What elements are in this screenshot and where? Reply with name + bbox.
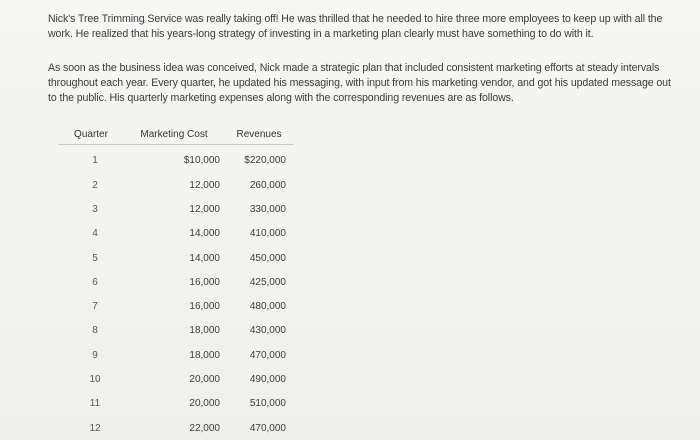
quarter-cell: 11 (89, 398, 101, 410)
marketing-cost-cell: 14,000 (189, 252, 220, 264)
revenue-cell: 510,000 (249, 398, 286, 410)
quarter-cell: 3 (92, 203, 98, 215)
table-row (58, 173, 294, 197)
marketing-cost-cell: 12,000 (189, 179, 220, 191)
marketing-cost-cell: $10,000 (183, 154, 220, 166)
quarter-cell: 7 (92, 301, 98, 313)
intro-paragraph: Nick's Tree Trimming Service was really taking off! He was thrilled that he needed to hire three more employees to keep up with all the work. He realized that his years-long strategy of investing in a marketing plan clearly must have something to do with it. (48, 13, 663, 40)
revenue-cell: 480,000 (249, 301, 286, 313)
quarter-cell: 10 (89, 374, 101, 386)
table-row (58, 246, 294, 270)
revenue-cell: 430,000 (249, 325, 286, 337)
quarter-cell: 12 (89, 422, 101, 434)
header-marketing-cost: Marketing Cost (124, 124, 224, 145)
table-row (58, 197, 294, 221)
revenue-cell: 260,000 (249, 179, 286, 191)
marketing-cost-cell: 18,000 (189, 349, 220, 361)
revenue-cell: 425,000 (249, 276, 286, 288)
revenue-cell: 470,000 (249, 422, 286, 434)
plan-paragraph: As soon as the business idea was conceived, Nick made a strategic plan that included consistent marketing efforts at steady intervals throughout each year. Every quarter, he updated his messaging, with input from his marketing vendor, and got his updated message out to the public. His quarterly marketing expenses along with the corresponding revenues are as follows. (48, 62, 671, 104)
marketing-revenue-table (58, 124, 294, 440)
marketing-cost-cell: 20,000 (189, 374, 220, 386)
marketing-cost-cell: 18,000 (189, 325, 220, 337)
header-quarter: Quarter (58, 124, 124, 145)
marketing-cost-cell: 16,000 (189, 301, 220, 313)
quarter-cell: 1 (92, 154, 98, 166)
table-row (58, 270, 294, 294)
table-row (58, 343, 294, 367)
table-row (58, 222, 294, 246)
table-body (58, 145, 294, 440)
marketing-cost-cell: 20,000 (189, 398, 220, 410)
revenue-cell: 410,000 (249, 228, 286, 240)
revenue-cell: 490,000 (249, 374, 286, 386)
revenue-cell: $220,000 (244, 154, 286, 166)
table-row (58, 416, 294, 440)
revenue-cell: 330,000 (249, 203, 286, 215)
quarter-cell: 6 (92, 276, 98, 288)
table-row (58, 294, 294, 318)
revenue-cell: 450,000 (249, 252, 286, 264)
table-header-row (58, 124, 294, 145)
header-revenues: Revenues (224, 124, 294, 145)
marketing-cost-cell: 14,000 (189, 228, 220, 240)
quarter-cell: 5 (92, 252, 98, 264)
table-row (58, 367, 294, 391)
quarter-cell: 4 (92, 228, 98, 240)
marketing-cost-cell: 22,000 (189, 422, 220, 434)
table-row (58, 319, 294, 343)
table-row (58, 392, 294, 416)
quarter-cell: 9 (92, 349, 98, 361)
marketing-cost-cell: 16,000 (189, 276, 220, 288)
revenue-cell: 470,000 (249, 349, 286, 361)
marketing-cost-cell: 12,000 (189, 203, 220, 215)
quarter-cell: 2 (92, 179, 98, 191)
quarter-cell: 8 (92, 325, 98, 337)
table-row (58, 145, 294, 174)
